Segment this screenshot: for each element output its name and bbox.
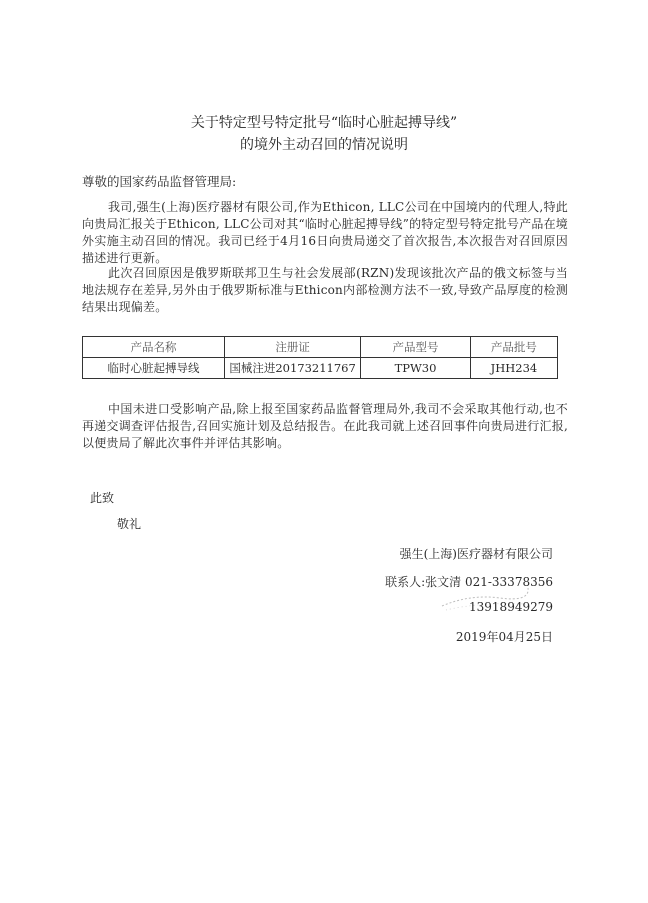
- signature-company: 强生(上海)医疗器材有限公司: [399, 547, 553, 561]
- signature-mobile: 13918949279: [469, 600, 553, 614]
- table-header-row: [83, 337, 558, 358]
- table-row: [83, 358, 558, 379]
- regards: 敬礼: [117, 517, 142, 531]
- product-table: [82, 336, 558, 379]
- paragraph-recall-reason: 此次召回原因是俄罗斯联邦卫生与社会发展部(RZN)发现该批次产品的俄文标签与当地法规存在差异,另外由于俄罗斯标准与Ethicon内部检测方法不一致,导致产品厚度的检测结果出现偏差。: [82, 266, 568, 314]
- paragraph-china-impact: 中国未进口受影响产品,除上报至国家药品监督管理局外,我司不会采取其他行动,也不再递交调查评估报告,召回实施计划及总结报告。在此我司就上述召回事件向贵局进行汇报,以便贵局了解此次事件并评估其影响。: [82, 402, 568, 450]
- salutation: 尊敬的国家药品监督管理局:: [82, 174, 237, 189]
- cell-registration: 国械注进20173211767: [224, 358, 360, 379]
- closing: 此致: [90, 491, 115, 505]
- signature-date: 2019年04月25日: [455, 630, 553, 644]
- paragraph-intro: 我司,强生(上海)医疗器材有限公司,作为Ethicon, LLC公司在中国境内的代理人,特此向贵局汇报关于Ethicon, LLC公司对其“临时心脏起搏导线”的特定型号特定批号产品在境外实施主动召回的情况。我司已经于4月16日向贵局递交了首次报告,本次报告对召回原因描述进行更新。: [82, 200, 568, 265]
- header-model: 产品型号: [361, 337, 471, 358]
- signature-contact: 联系人:张文清 021-33378356: [385, 575, 553, 589]
- header-lot: 产品批号: [470, 337, 557, 358]
- cell-product-name: 临时心脏起搏导线: [83, 358, 225, 379]
- header-registration: 注册证: [224, 337, 360, 358]
- cell-model: TPW30: [361, 358, 471, 379]
- document-title-line2: 的境外主动召回的情况说明: [240, 137, 408, 153]
- document-title-line1: 关于特定型号特定批号“临时心脏起搏导线”: [190, 115, 458, 131]
- header-product-name: 产品名称: [83, 337, 225, 358]
- cell-lot: JHH234: [470, 358, 557, 379]
